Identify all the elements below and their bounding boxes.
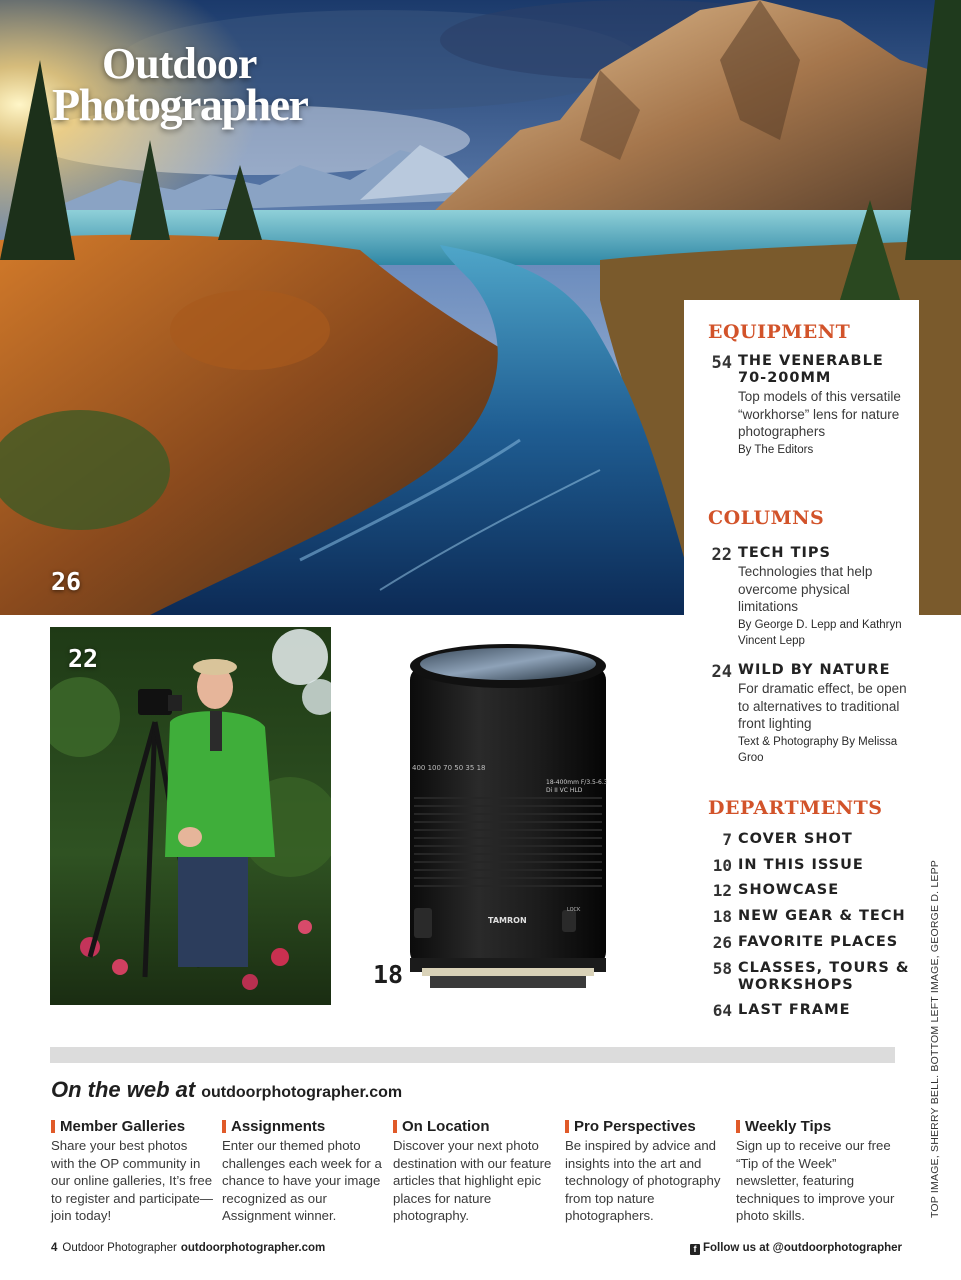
footer-page-number: 4 <box>51 1242 58 1254</box>
facebook-icon: f <box>690 1244 700 1255</box>
equipment-heading: EQUIPMENT <box>708 321 851 343</box>
web-feature-text: Sign up to receive our free “Tip of the Week” newsletter, featuring techniques to improve your photo skills. <box>736 1138 895 1223</box>
web-feature[interactable] <box>393 1118 555 1225</box>
toc-entry-title: LAST FRAME <box>738 1002 851 1018</box>
toc-page-number: 7 <box>722 830 732 849</box>
department-entry[interactable] <box>708 933 908 953</box>
web-feature-title: Weekly Tips <box>736 1118 898 1136</box>
toc-entry[interactable] <box>708 662 908 766</box>
lens-page-ref: 18 <box>373 960 404 989</box>
masthead-logo[interactable] <box>52 39 308 130</box>
web-feature[interactable] <box>736 1118 898 1225</box>
department-entry[interactable] <box>708 907 908 927</box>
department-entry[interactable] <box>708 881 908 901</box>
photo-credit: TOP IMAGE, SHERRY BELL. BOTTOM LEFT IMAGE, GEORGE D. LEPP <box>929 860 941 1218</box>
toc-entry-title: CLASSES, TOURS & WORKSHOPS <box>738 960 910 993</box>
toc-page-number: 22 <box>711 545 732 565</box>
toc-page-number: 64 <box>712 1001 732 1020</box>
toc-entry-title: IN THIS ISSUE <box>738 857 864 873</box>
web-url-link[interactable]: outdoorphotographer.com <box>201 1084 403 1101</box>
lens-spec-label-2: Di II VC HLD <box>546 787 583 794</box>
lens-spec-label: 18-400mm F/3.5-6.3 <box>546 779 608 786</box>
lens-brand-label: TAMRON <box>488 916 527 925</box>
hero-page-ref: 26 <box>51 567 82 596</box>
footer-publication: Outdoor Photographer <box>62 1242 177 1254</box>
person-page-ref: 22 <box>68 644 99 673</box>
toc-entry-description: Top models of this versatile “workhorse” lens for nature photographers <box>738 389 901 439</box>
columns-heading: COLUMNS <box>708 507 825 529</box>
web-feature-text: Share your best photos with the OP community in our online galleries, It’s free to register and participate—join today! <box>51 1138 213 1223</box>
lens-photo <box>400 638 612 998</box>
web-heading-text: On the web at <box>51 1077 196 1102</box>
toc-entry-byline: Text & Photography By Melissa Groo <box>738 735 898 764</box>
footer-social-text: Follow us at @outdoorphotographer <box>702 1242 902 1254</box>
photographer-photo <box>50 627 331 1005</box>
web-heading <box>51 1077 402 1103</box>
toc-entry-title: THE VENERABLE 70-200MM <box>738 353 884 386</box>
toc-page-number: 54 <box>711 353 732 373</box>
toc-page-number: 12 <box>712 881 732 900</box>
department-entry[interactable] <box>708 856 908 876</box>
masthead-line-2: Photographer <box>52 78 308 130</box>
department-entry[interactable] <box>708 1001 908 1021</box>
toc-entry[interactable] <box>708 353 908 458</box>
web-feature[interactable] <box>565 1118 727 1225</box>
toc-entry-description: Technologies that help overcome physical limitations <box>738 564 873 614</box>
toc-entry-byline: By The Editors <box>738 443 814 456</box>
toc-page-number: 24 <box>711 662 732 682</box>
toc-entry-title: COVER SHOT <box>738 831 853 847</box>
lens-focal-scale: 400 100 70 50 35 18 <box>412 764 486 772</box>
toc-entry-description: For dramatic effect, be open to alternatives to traditional front lighting <box>738 681 907 731</box>
footer-url-link[interactable]: outdoorphotographer.com <box>180 1242 326 1254</box>
lens-lock-label: LOCK <box>567 907 581 913</box>
footer-social[interactable] <box>690 1242 902 1255</box>
toc-entry-title: TECH TIPS <box>738 545 831 561</box>
web-divider-bar <box>50 1047 895 1063</box>
toc-entry[interactable] <box>708 545 908 649</box>
toc-page-number: 26 <box>712 933 732 952</box>
toc-page-number: 18 <box>712 907 732 926</box>
toc-entry-title: SHOWCASE <box>738 882 840 898</box>
toc-entry-title: FAVORITE PLACES <box>738 934 899 950</box>
toc-entry-byline: By George D. Lepp and Kathryn Vincent Lepp <box>738 618 902 647</box>
departments-heading: DEPARTMENTS <box>708 797 883 819</box>
web-feature-title: Assignments <box>222 1118 384 1136</box>
web-feature-text: Enter our themed photo challenges each week for a chance to have your image recognized as our Assignment winner. <box>222 1138 382 1223</box>
web-feature[interactable] <box>51 1118 213 1225</box>
web-feature-title: Member Galleries <box>51 1118 213 1136</box>
web-feature-title: Pro Perspectives <box>565 1118 727 1136</box>
toc-entry-title: NEW GEAR & TECH <box>738 908 906 924</box>
web-feature[interactable] <box>222 1118 384 1225</box>
toc-page-number: 10 <box>712 856 732 875</box>
masthead-line-1: Outdoor <box>102 39 257 88</box>
web-feature-text: Be inspired by advice and insights into the art and technology of photography from top nature photographers. <box>565 1138 721 1223</box>
toc-entry-title: WILD BY NATURE <box>738 662 891 678</box>
footer-left <box>51 1242 325 1254</box>
toc-page-number: 58 <box>712 959 732 978</box>
department-entry[interactable] <box>708 830 908 850</box>
web-feature-text: Discover your next photo destination with our feature articles that highlight epic places for nature photography. <box>393 1138 552 1223</box>
web-feature-title: On Location <box>393 1118 555 1136</box>
department-entry[interactable] <box>708 959 910 993</box>
